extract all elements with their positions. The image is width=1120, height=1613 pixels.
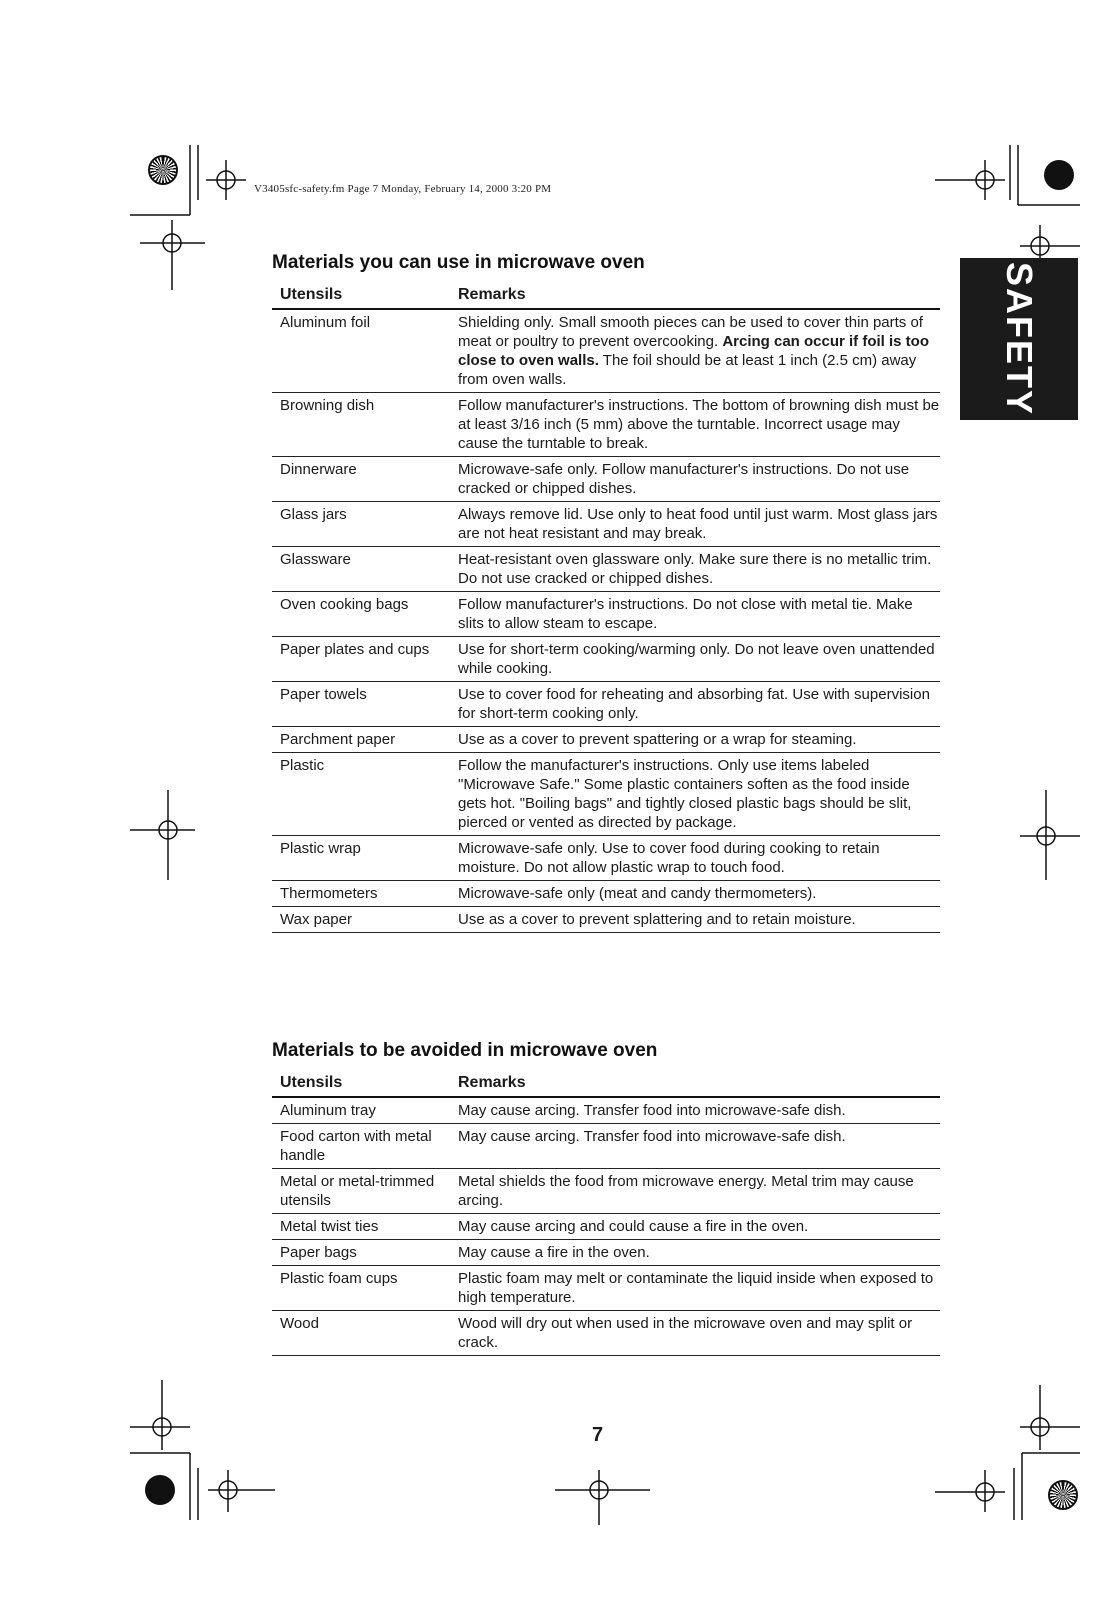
- table-row: [272, 393, 940, 457]
- utensil-cell: Thermometers: [280, 885, 378, 902]
- remark-cell: Microwave-safe only. Use to cover food during cooking to retain moisture. Do not allow plastic wrap to touch food.: [458, 840, 880, 876]
- remark-cell: Plastic foam may melt or contaminate the liquid inside when exposed to high temperature.: [458, 1270, 934, 1306]
- utensil-cell: Parchment paper: [280, 731, 396, 748]
- table-row: [272, 457, 940, 502]
- remark-cell: Use as a cover to prevent splattering and to retain moisture.: [458, 911, 856, 928]
- utensil-cell: Metal twist ties: [280, 1218, 379, 1235]
- utensil-cell: Oven cooking bags: [280, 596, 409, 613]
- table-header: [272, 1070, 940, 1098]
- remark-cell: May cause arcing. Transfer food into microwave-safe dish.: [458, 1128, 846, 1145]
- table-row: [272, 727, 940, 753]
- remark-cell: Use to cover food for reheating and absorbing fat. Use with supervision for short-term cooking only.: [458, 686, 930, 722]
- column-header-remarks: Remarks: [458, 1074, 526, 1091]
- remark-cell: Microwave-safe only (meat and candy thermometers).: [458, 885, 817, 902]
- section-title-avoided: Materials to be avoided in microwave oven: [272, 1040, 658, 1061]
- remark-cell: Microwave-safe only. Follow manufacturer's instructions. Do not use cracked or chipped dishes.: [458, 461, 910, 497]
- registration-sunburst-icon: [1048, 1480, 1078, 1510]
- utensil-cell: Plastic: [280, 757, 325, 774]
- section-title-can-use: Materials you can use in microwave oven: [272, 252, 645, 273]
- table-row: [272, 1311, 940, 1356]
- column-header-utensils: Utensils: [280, 286, 343, 303]
- table-row: [272, 310, 940, 393]
- table-row: [272, 637, 940, 682]
- safety-tab: [960, 258, 1078, 420]
- registration-dot-icon: [145, 1475, 175, 1505]
- table-row: [272, 1266, 940, 1311]
- remark-warning: Arcing can occur if foil is too close to oven walls.: [458, 333, 930, 369]
- utensil-cell: Aluminum tray: [280, 1102, 376, 1119]
- safety-tab-label: SAFETY: [999, 261, 1040, 417]
- utensil-cell: Wood: [280, 1315, 319, 1332]
- utensil-cell: Food carton with metal handle: [280, 1128, 432, 1164]
- remark-cell: Follow manufacturer's instructions. The bottom of browning dish must be at least 3/16 inch (5 mm) above the turntable. Incorrect usage may cause the turntable to break.: [458, 397, 940, 452]
- utensil-cell: Metal or metal-trimmed utensils: [280, 1173, 435, 1209]
- remark-text: The foil should be at least 1 inch (2.5 cm) away from oven walls.: [458, 352, 917, 388]
- utensil-cell: Dinnerware: [280, 461, 357, 478]
- table-row: [272, 1169, 940, 1214]
- table-header: [272, 282, 940, 310]
- table-row: [272, 753, 940, 836]
- remark-text: Shielding only. Small smooth pieces can be used to cover thin parts of meat or poultry to prevent overcooking.: [458, 314, 923, 350]
- table-row: [272, 592, 940, 637]
- table-row: [272, 836, 940, 881]
- remark-cell: May cause arcing. Transfer food into microwave-safe dish.: [458, 1102, 846, 1119]
- utensil-cell: Browning dish: [280, 397, 375, 414]
- file-info-header: V3405sfc-safety.fm Page 7 Monday, February 14, 2000 3:20 PM: [254, 183, 552, 195]
- remark-cell: May cause arcing and could cause a fire in the oven.: [458, 1218, 809, 1235]
- remark-cell: Heat-resistant oven glassware only. Make sure there is no metallic trim. Do not use cracked or chipped dishes.: [458, 551, 932, 587]
- column-header-utensils: Utensils: [280, 1074, 343, 1091]
- table-row: [272, 881, 940, 907]
- table-row: [272, 1124, 940, 1169]
- table-row: [272, 907, 940, 933]
- utensil-cell: Plastic foam cups: [280, 1270, 398, 1287]
- utensil-cell: Plastic wrap: [280, 840, 361, 857]
- table-can-use: [272, 282, 940, 933]
- utensil-cell: Glass jars: [280, 506, 347, 523]
- remark-cell: Use for short-term cooking/warming only. Do not leave oven unattended while cooking.: [458, 641, 935, 677]
- registration-sunburst-icon: [148, 155, 178, 185]
- utensil-cell: Paper bags: [280, 1244, 357, 1261]
- remark-cell: Metal shields the food from microwave energy. Metal trim may cause arcing.: [458, 1173, 914, 1209]
- table-row: [272, 1098, 940, 1124]
- remark-cell: May cause a fire in the oven.: [458, 1244, 650, 1261]
- registration-dot-icon: [1044, 160, 1074, 190]
- table-avoided: [272, 1070, 940, 1356]
- remark-cell: Follow manufacturer's instructions. Do not close with metal tie. Make slits to allow steam to escape.: [458, 596, 913, 632]
- utensil-cell: Paper plates and cups: [280, 641, 430, 658]
- utensil-cell: Wax paper: [280, 911, 352, 928]
- remark-cell: Follow the manufacturer's instructions. Only use items labeled "Microwave Safe." Some plastic containers soften as the food inside gets hot. "Boiling bags" and tightly closed plastic bags should be slit, pierced or vented as directed by package.: [458, 757, 912, 831]
- remark-cell: Always remove lid. Use only to heat food until just warm. Most glass jars are not heat resistant and may break.: [458, 506, 938, 542]
- remark-cell: Wood will dry out when used in the microwave oven and may split or crack.: [458, 1315, 913, 1351]
- utensil-cell: Paper towels: [280, 686, 367, 703]
- table-row: [272, 547, 940, 592]
- remark-cell: [458, 313, 940, 389]
- table-row: [272, 682, 940, 727]
- table-row: [272, 502, 940, 547]
- table-row: [272, 1240, 940, 1266]
- remark-cell: Use as a cover to prevent spattering or a wrap for steaming.: [458, 731, 857, 748]
- utensil-cell: Glassware: [280, 551, 351, 568]
- table-row: [272, 1214, 940, 1240]
- utensil-cell: Aluminum foil: [280, 314, 371, 331]
- page-number: 7: [592, 1424, 604, 1446]
- column-header-remarks: Remarks: [458, 286, 526, 303]
